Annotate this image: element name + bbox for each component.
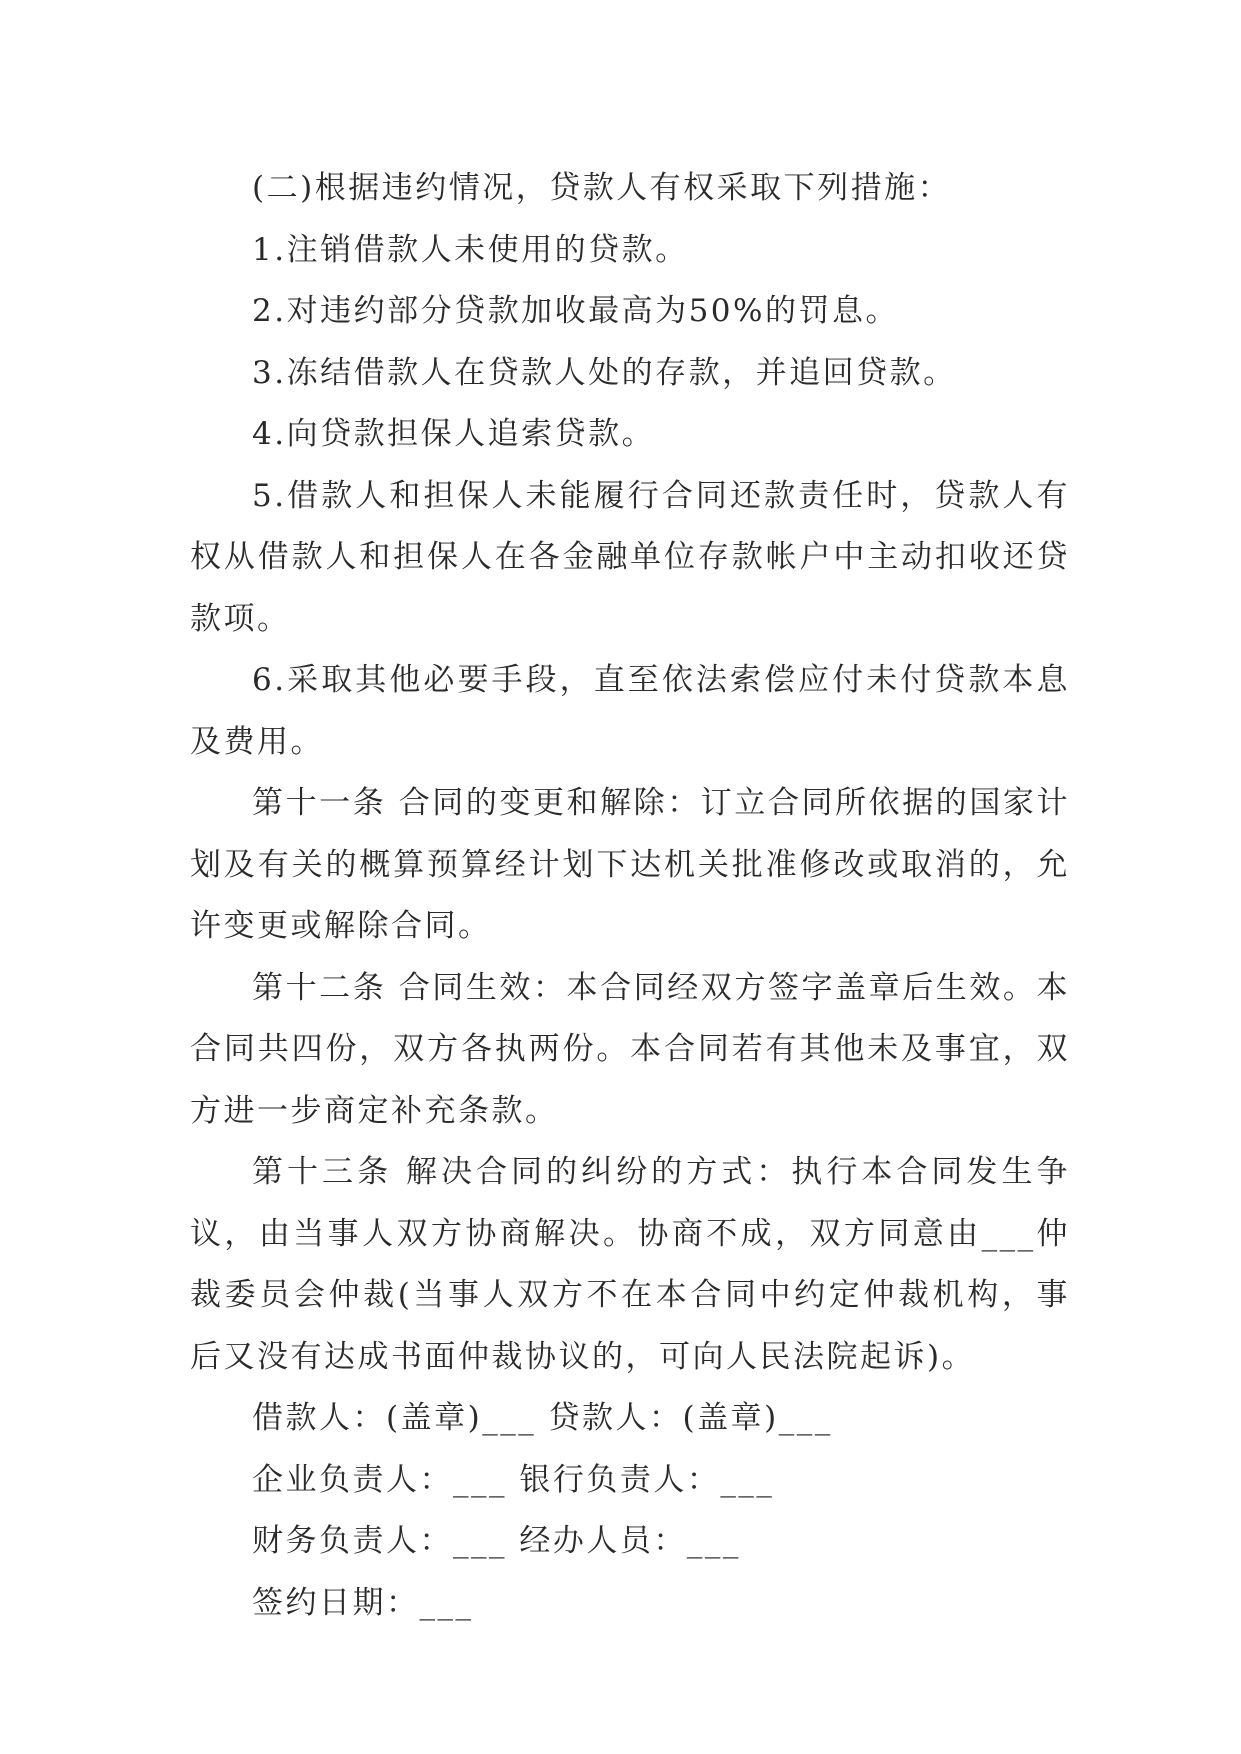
measure-item-2: 2.对违约部分贷款加收最高为50%的罚息。 [252, 293, 899, 329]
signature-borrower-lender: 借款人：(盖章)___ 贷款人：(盖章)___ [252, 1400, 833, 1436]
signature-managers: 企业负责人：___ 银行负责人：___ [252, 1461, 775, 1498]
article-11-contract-change: 第十一条 合同的变更和解除：订立合同所依据的国家计划及有关的概算预算经计划下达机关批准修改或取消的，允许变更或解除合同。 [190, 785, 1070, 944]
measure-item-5: 5.借款人和担保人未能履行合同还款责任时，贷款人有权从借款人和担保人在各金融单位存款帐户中主动扣收还贷款项。 [190, 477, 1070, 637]
document-body [190, 158, 1070, 1634]
measure-item-1: 1.注销借款人未使用的贷款。 [252, 231, 689, 268]
measure-item-3: 3.冻结借款人在贷款人处的存款，并追回贷款。 [252, 354, 957, 391]
measure-item-4: 4.向贷款担保人追索贷款。 [252, 416, 656, 452]
signature-finance-handler: 财务负责人：___ 经办人员：___ [252, 1523, 741, 1559]
measure-item-6: 6.采取其他必要手段，直至依法索偿应付未付贷款本息及费用。 [190, 662, 1070, 760]
article-12-contract-effect: 第十二条 合同生效：本合同经双方签字盖章后生效。本合同共四份，双方各执两份。本合同若有其他未及事宜，双方进一步商定补充条款。 [190, 969, 1070, 1129]
clause-measures-heading: (二)根据违约情况，贷款人有权采取下列措施： [252, 170, 952, 206]
article-13-dispute-resolution: 第十三条 解决合同的纠纷的方式：执行本合同发生争议，由当事人双方协商解决。协商不成，双方同意由___仲裁委员会仲裁(当事人双方不在本合同中约定仲裁机构，事后又没有达成书面仲裁协议的，可向人民法院起诉)。 [190, 1154, 1070, 1375]
signature-date: 签约日期：___ [252, 1584, 474, 1621]
